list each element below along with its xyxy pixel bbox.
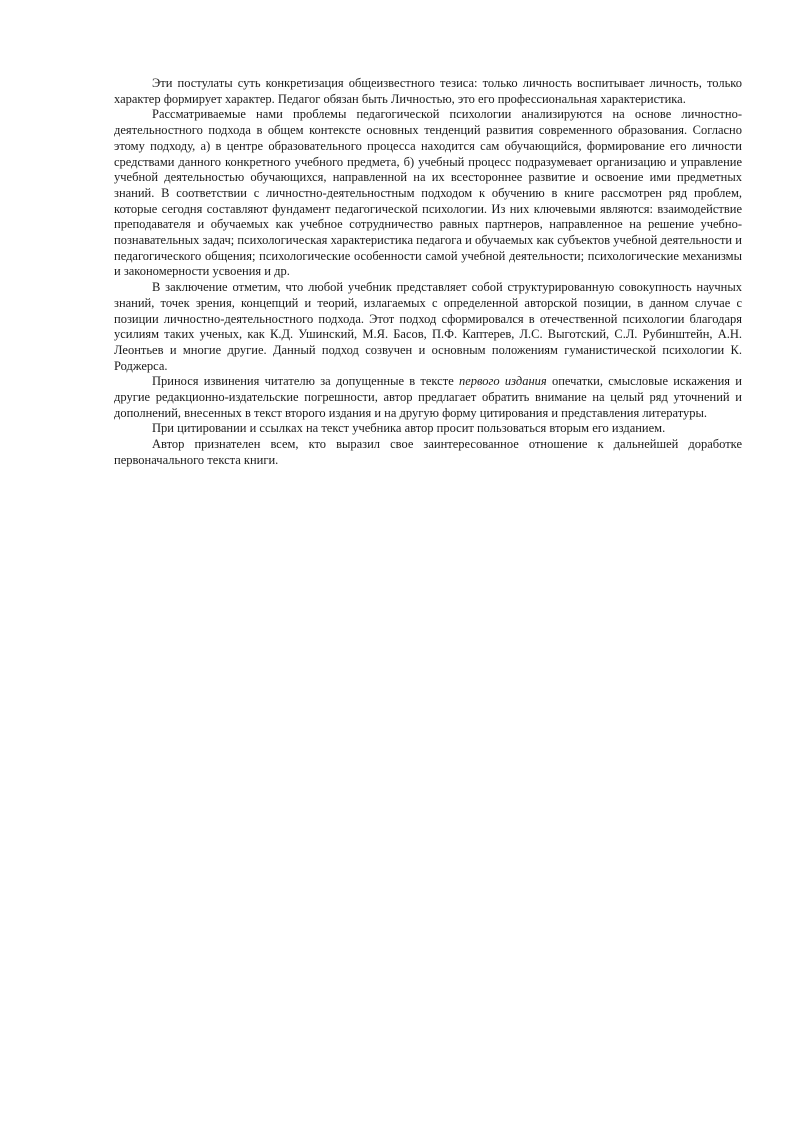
paragraph-approach: Рассматриваемые нами проблемы педагогической психологии анализируются на основе личностно-деятельностного подхода в общем контексте основных тенденций развития современного образования. Согласно этому подходу, а) в центре образовательного процесса находится сам обучающийся, формирование его личности средствами данного конкретного учебного предмета, б) учебный процесс подразумевает организацию и управление учебной деятельностью обучающихся, направленной на их всестороннее развитие и освоение ими предметных знаний. В соответствии с личностно-деятельностным подходом к обучению в книге рассмотрен ряд проблем, которые сегодня составляют фундамент педагогической психологии. Из них ключевыми являются: взаимодействие преподавателя и обучаемых как учебное сотрудничество равных партнеров, направленное на решение учебно-познавательных задач; психологическая характеристика педагога и обучаемых как субъектов учебной деятельности и педагогического общения; психологические особенности самой учебной деятельности; психологические механизмы и закономерности усвоения и др. [114,107,742,279]
paragraph-gratitude: Автор признателен всем, кто выразил свое заинтересованное отношение к дальнейшей доработке первоначального текста книги. [114,437,742,467]
paragraph-postulates: Эти постулаты суть конкретизация общеизвестного тезиса: только личность воспитывает личность, только характер формирует характер. Педагог обязан быть Личностью, это его профессиональная характеристика. [114,76,742,106]
paragraph-citation: При цитировании и ссылках на текст учебника автор просит пользоваться вторым его изданием. [152,421,666,436]
apology-text-end: опечатки, смысловые искажения и другие редакционно-издательские погрешности, автор предлагает обратить внимание на целый ряд уточнений и дополнений, внесенных в текст второго издания и на другую форму цитирования и представления литературы. [114,374,742,420]
paragraph-conclusion: В заключение отметим, что любой учебник представляет собой структурированную совокупность научных знаний, точек зрения, концепций и теорий, излагаемых с определенной авторской позиции, в данном случае с позиции личностно-деятельностного подхода. Этот подход сформировался в отечественной психологии благодаря усилиям таких ученых, как К.Д. Ушинский, М.Я. Басов, П.Ф. Каптерев, Л.С. Выготский, С.Л. Рубинштейн, А.Н. Леонтьев и многие другие. Данный подход созвучен и основным положениям гуманистической психологии К. Роджерса. [114,280,742,373]
first-edition-italic: первого издания [458,374,547,389]
document-page [114,76,742,469]
paragraph-apology [114,374,742,421]
apology-text-start: Принося извинения читателю за допущенные в тексте [152,374,459,389]
